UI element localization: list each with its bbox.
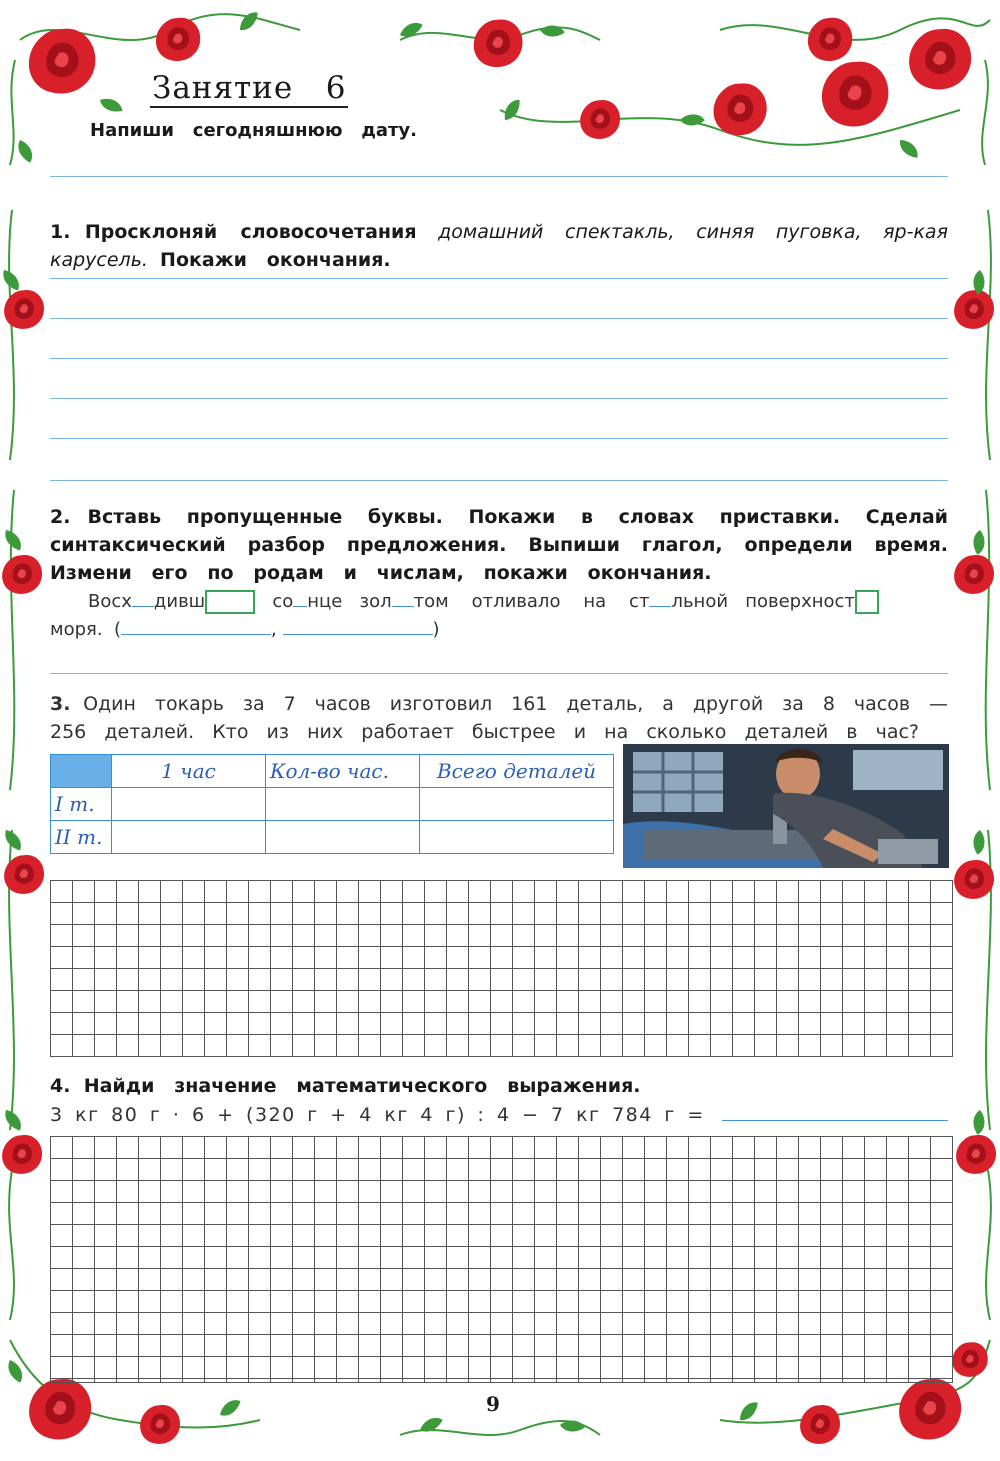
table-cell[interactable] [112, 788, 266, 821]
table-header-cell: Всего деталей [420, 755, 614, 788]
word-part: зол [359, 591, 392, 612]
word-part: моря. [50, 619, 103, 640]
writing-line[interactable] [50, 398, 948, 399]
date-prompt: Напиши сегодняшнюю дату. [90, 120, 418, 141]
table-header-cell: Кол-во час. [266, 755, 420, 788]
task3-problem: Один токарь за 7 часов изготовил 161 деталь, а другой за 8 часов — 256 деталей. Кто из них работает быстрее и на сколько деталей в час? [50, 693, 967, 743]
page-number: 9 [486, 1392, 500, 1416]
expression-text: 3 кг 80 г · 6 + (320 г + 4 кг 4 г) : 4 − 7 кг 784 г = [50, 1104, 705, 1126]
word-part: отливало [471, 591, 561, 612]
table-row [51, 788, 614, 821]
task4-instruction-text: Найди значение математического выражения. [83, 1075, 641, 1097]
writing-line[interactable] [50, 318, 948, 319]
floral-border-right [950, 170, 1000, 1320]
task2-instructions [50, 503, 968, 587]
lesson-title: Занятие 6 [152, 70, 347, 106]
writing-line[interactable] [50, 438, 948, 439]
ending-box[interactable] [205, 590, 255, 614]
letter-blank[interactable] [132, 588, 154, 607]
graph-grid-task4[interactable] [50, 1136, 953, 1383]
task1-phrases: домашний спектакль, синяя пуговка, яр-кая карусель. [50, 221, 967, 271]
task1-number: 1. [50, 221, 71, 243]
word-part: льной [671, 591, 729, 612]
table-header-cell [51, 755, 112, 788]
word-part: со [272, 591, 294, 612]
comma: , [271, 619, 277, 640]
writing-line[interactable] [50, 358, 948, 359]
table-cell[interactable] [266, 788, 420, 821]
task1-tail: Покажи окончания. [160, 249, 391, 271]
word-part: нце [307, 591, 343, 612]
task2-number: 2. [50, 506, 71, 528]
table-row [51, 821, 614, 854]
word-part: дивш [153, 591, 206, 612]
task1-lead: Просклоняй словосочетания [84, 221, 417, 243]
writing-line[interactable] [50, 480, 948, 481]
word-part: том [413, 591, 449, 612]
math-expression [50, 1102, 948, 1126]
floral-border-left [0, 170, 50, 1320]
answer-blank[interactable] [121, 616, 271, 635]
task4-instruction [50, 1075, 641, 1097]
task1-text [50, 190, 967, 274]
task3-text [50, 690, 967, 746]
table-cell[interactable] [420, 821, 614, 854]
table-cell[interactable] [420, 788, 614, 821]
row-label: I т. [51, 788, 112, 821]
date-line[interactable] [50, 176, 948, 177]
task4-number: 4. [50, 1075, 71, 1097]
task3-number: 3. [50, 693, 71, 715]
word-part: поверхност [745, 591, 855, 612]
task2-instruction-text: Вставь пропущенные буквы. Покажи в словах приставки. Сделай синтаксический разбор предложения. Выпиши глагол, определи время. Измени его по родам и числам, покажи окончания. [50, 506, 968, 584]
word-part: Восх [88, 591, 132, 612]
answer-blank[interactable] [283, 616, 433, 635]
word-part: на [583, 591, 607, 612]
ending-box[interactable] [855, 590, 879, 614]
writing-line[interactable] [50, 278, 948, 279]
letter-blank[interactable] [293, 588, 307, 607]
table-header-row [51, 755, 614, 788]
table-cell[interactable] [266, 821, 420, 854]
solution-table [50, 754, 614, 854]
writing-line[interactable] [50, 673, 948, 674]
task2-sentence: Восх дивш со нце зол том отливало на ст льной поверхност моря. ( , ) [50, 588, 950, 644]
lathe-worker-photo [623, 744, 949, 868]
graph-grid-task3[interactable] [50, 880, 953, 1057]
letter-blank[interactable] [392, 588, 414, 607]
table-header-cell: 1 час [112, 755, 266, 788]
letter-blank[interactable] [649, 588, 671, 607]
table-cell[interactable] [112, 821, 266, 854]
word-part: ст [629, 591, 650, 612]
row-label: II т. [51, 821, 112, 854]
answer-blank[interactable] [722, 1102, 948, 1121]
